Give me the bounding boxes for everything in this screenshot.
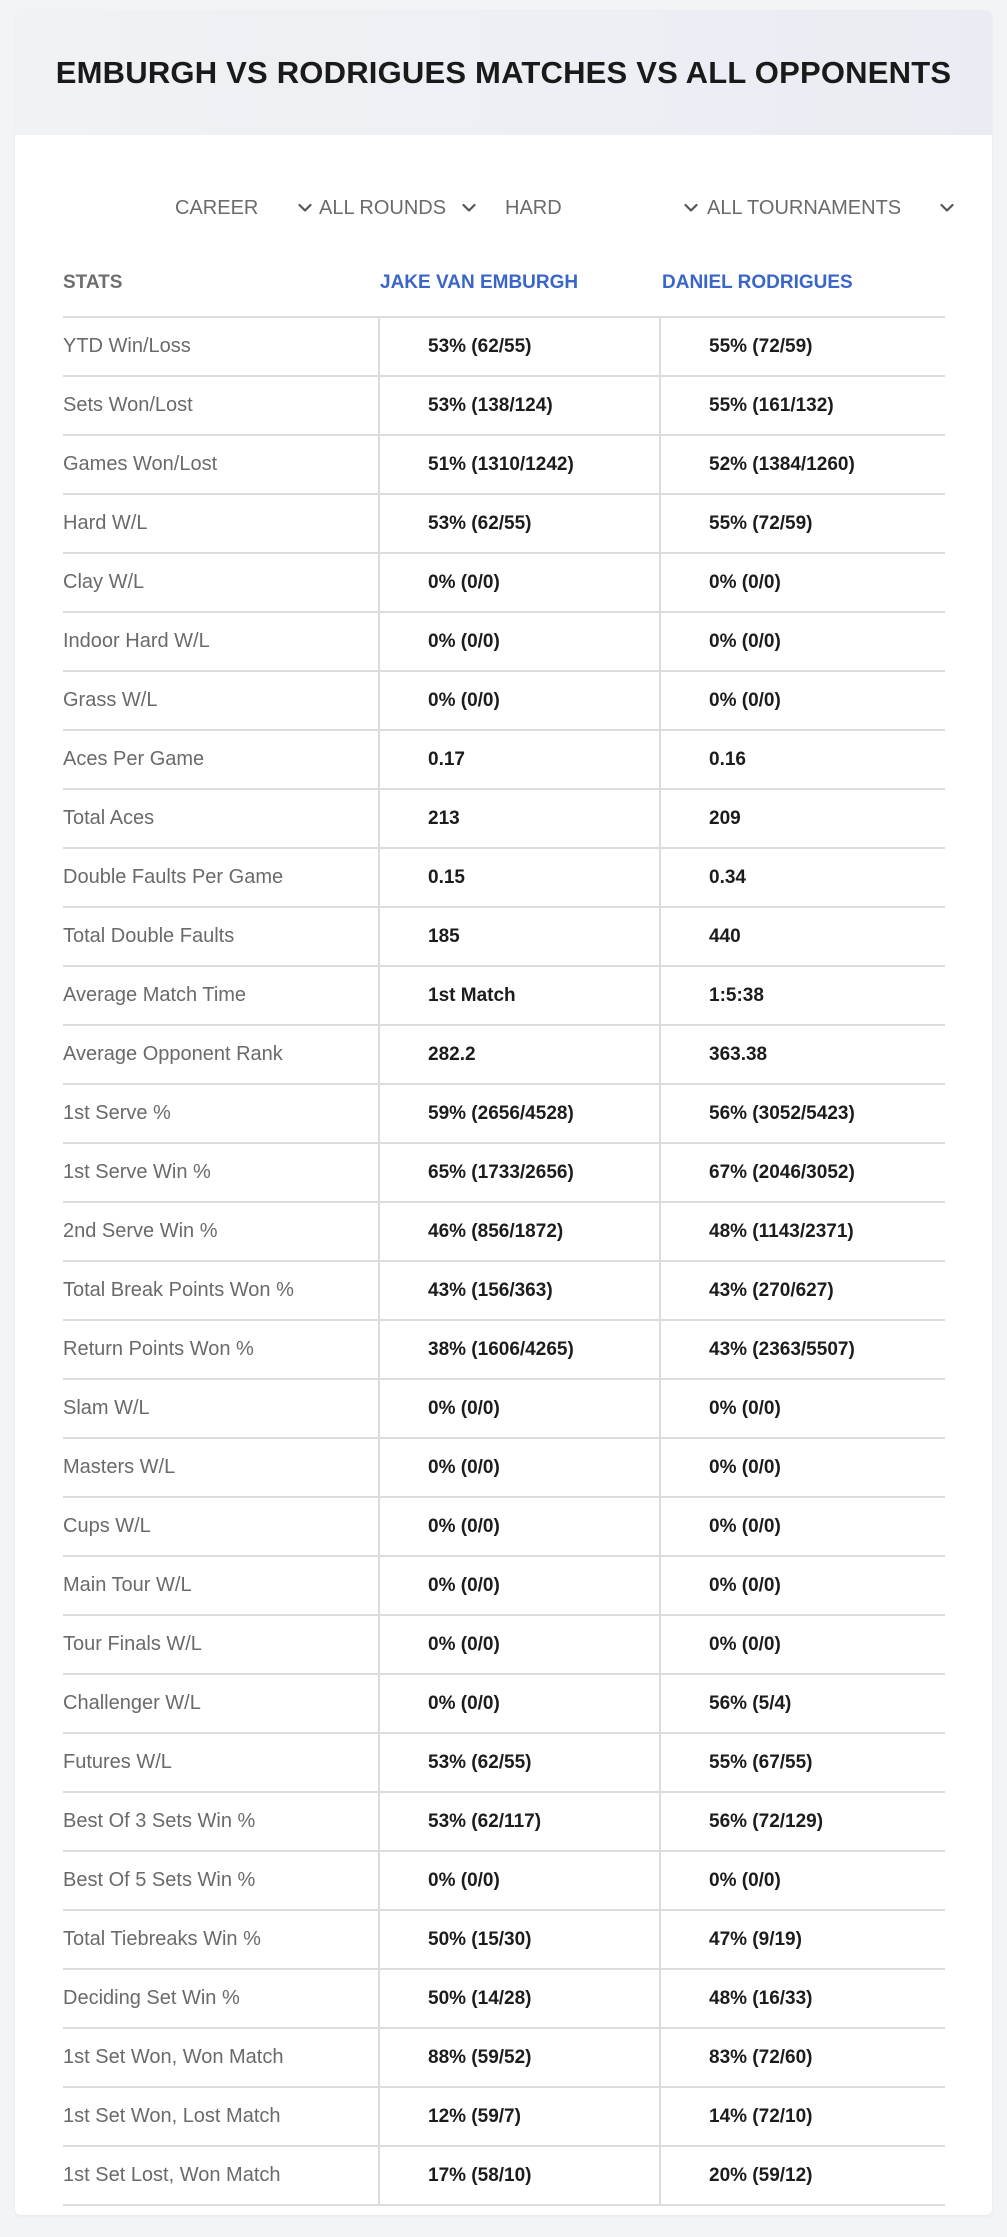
player1-stat-value: 1st Match [380,967,661,1024]
stat-label: 1st Set Won, Lost Match [63,2088,380,2145]
player1-stat-value: 38% (1606/4265) [380,1321,661,1378]
chevron-down-icon [459,198,479,218]
stat-label: Indoor Hard W/L [63,613,380,670]
player1-stat-value: 0% (0/0) [380,1439,661,1496]
player2-stat-value: 55% (72/59) [709,512,813,534]
stat-label: Cups W/L [63,1498,380,1555]
player1-stat-value: 46% (856/1872) [380,1203,661,1260]
stat-label: 1st Set Won, Won Match [63,2029,380,2086]
player2-stat-value: 209 [709,807,741,829]
player1-stat-value: 0% (0/0) [380,672,661,729]
table-row [63,1675,945,1734]
player1-stat-value: 0.15 [380,849,661,906]
stat-label: Games Won/Lost [63,436,380,493]
stat-label: Total Break Points Won % [63,1262,380,1319]
player2-stat-value: 56% (3052/5423) [709,1102,855,1124]
player1-stat-value: 185 [380,908,661,965]
player2-stat-value: 43% (270/627) [709,1279,834,1301]
stat-label: Clay W/L [63,554,380,611]
rounds-select-value: ALL ROUNDS [319,196,447,219]
stat-label: Total Tiebreaks Win % [63,1911,380,1968]
player1-stat-value: 43% (156/363) [380,1262,661,1319]
stat-label: Double Faults Per Game [63,849,380,906]
player1-stat-value: 53% (62/55) [380,495,661,552]
player1-stat-value: 88% (59/52) [380,2029,661,2086]
chevron-down-icon [295,198,315,218]
stat-label: 2nd Serve Win % [63,1203,380,1260]
player2-stat-value: 83% (72/60) [709,2046,813,2068]
table-row [63,1616,945,1675]
table-row [63,377,945,436]
table-row [63,554,945,613]
player2-stat-value: 48% (1143/2371) [709,1220,854,1242]
player2-stat-value: 43% (2363/5507) [709,1338,855,1360]
stat-label: Hard W/L [63,495,380,552]
player2-stat-value: 0.34 [709,866,746,888]
table-row [63,1321,945,1380]
stats-table [63,316,945,2206]
stat-label: 1st Serve Win % [63,1144,380,1201]
column-header-stats: STATS [63,272,123,293]
player1-stat-value: 59% (2656/4528) [380,1085,661,1142]
stat-label: Grass W/L [63,672,380,729]
player1-stat-value: 53% (62/117) [380,1793,661,1850]
chevron-down-icon [937,198,957,218]
rounds-select[interactable] [319,180,479,236]
player1-stat-value: 65% (1733/2656) [380,1144,661,1201]
stat-label: Total Aces [63,790,380,847]
player1-stat-value: 53% (138/124) [380,377,661,434]
player1-stat-value: 53% (62/55) [380,318,661,375]
player2-stat-value: 14% (72/10) [709,2105,813,2127]
player1-stat-value: 213 [380,790,661,847]
player1-stat-value: 0% (0/0) [380,554,661,611]
stat-label: Main Tour W/L [63,1557,380,1614]
page-title: EMBURGH VS RODRIGUES MATCHES VS ALL OPPONENTS [55,54,952,90]
player2-stat-value: 56% (72/129) [709,1810,824,1832]
player2-stat-value: 47% (9/19) [709,1928,802,1950]
stat-label: Slam W/L [63,1380,380,1437]
surface-select-value: HARD [505,196,562,219]
player2-stat-value: 0% (0/0) [709,1633,781,1655]
table-row [63,1734,945,1793]
stat-label: Return Points Won % [63,1321,380,1378]
player2-stat-value: 55% (161/132) [709,394,834,416]
player2-stat-value: 1:5:38 [709,984,764,1006]
player1-stat-value: 0% (0/0) [380,1675,661,1732]
player2-stat-value: 52% (1384/1260) [709,453,855,475]
stat-label: Challenger W/L [63,1675,380,1732]
player2-stat-value: 56% (5/4) [709,1692,792,1714]
player1-stat-value: 51% (1310/1242) [380,436,661,493]
table-row [63,1262,945,1321]
player2-stat-value: 0% (0/0) [709,689,781,711]
player1-stat-value: 50% (14/28) [380,1970,661,2027]
table-row [63,908,945,967]
period-select-value: CAREER [175,196,259,219]
table-row [63,436,945,495]
stat-label: YTD Win/Loss [63,318,380,375]
player2-stat-value: 0% (0/0) [709,1869,781,1891]
player1-stat-value: 0% (0/0) [380,1557,661,1614]
period-select[interactable] [175,180,315,236]
player1-stat-value: 12% (59/7) [380,2088,661,2145]
stat-label: Average Opponent Rank [63,1026,380,1083]
table-row [63,495,945,554]
player2-stat-value: 55% (72/59) [709,335,813,357]
stat-label: 1st Set Lost, Won Match [63,2147,380,2204]
stat-label: 1st Serve % [63,1085,380,1142]
tournaments-select[interactable] [707,180,957,236]
table-row [63,1380,945,1439]
player1-link[interactable]: JAKE VAN EMBURGH [380,272,579,293]
table-row [63,1852,945,1911]
table-row [63,318,945,377]
player1-stat-value: 50% (15/30) [380,1911,661,1968]
table-row [63,2088,945,2147]
stat-label: Best Of 5 Sets Win % [63,1852,380,1909]
table-row [63,613,945,672]
stat-label: Tour Finals W/L [63,1616,380,1673]
table-row [63,1203,945,1262]
stat-label: Futures W/L [63,1734,380,1791]
player1-stat-value: 0% (0/0) [380,1498,661,1555]
player2-stat-value: 67% (2046/3052) [709,1161,855,1183]
player1-stat-value: 0.17 [380,731,661,788]
table-row [63,672,945,731]
table-row [63,1970,945,2029]
player2-stat-value: 55% (67/55) [709,1751,813,1773]
table-row [63,1911,945,1970]
stat-label: Masters W/L [63,1439,380,1496]
player2-stat-value: 0% (0/0) [709,571,781,593]
player2-stat-value: 440 [709,925,741,947]
player1-stat-value: 0% (0/0) [380,613,661,670]
player1-stat-value: 0% (0/0) [380,1380,661,1437]
player2-stat-value: 0% (0/0) [709,630,781,652]
chevron-down-icon [681,198,701,218]
table-row [63,849,945,908]
player1-stat-value: 17% (58/10) [380,2147,661,2204]
tournaments-select-value: ALL TOURNAMENTS [707,196,902,219]
table-row [63,1439,945,1498]
player2-stat-value: 48% (16/33) [709,1987,813,2009]
stat-label: Total Double Faults [63,908,380,965]
player1-stat-value: 0% (0/0) [380,1852,661,1909]
table-row [63,1498,945,1557]
stat-label: Best Of 3 Sets Win % [63,1793,380,1850]
stat-label: Average Match Time [63,967,380,1024]
player2-stat-value: 20% (59/12) [709,2164,813,2186]
player2-stat-value: 0% (0/0) [709,1456,781,1478]
player2-stat-value: 363.38 [709,1043,768,1065]
surface-select[interactable] [505,180,701,236]
player2-link[interactable]: DANIEL RODRIGUES [662,272,853,293]
filter-bar [15,180,992,236]
player1-stat-value: 53% (62/55) [380,1734,661,1791]
player2-stat-value: 0% (0/0) [709,1515,781,1537]
player2-stat-value: 0% (0/0) [709,1574,781,1596]
table-header [63,250,945,316]
stat-label: Deciding Set Win % [63,1970,380,2027]
table-row [63,1144,945,1203]
table-row [63,1026,945,1085]
table-row [63,1793,945,1852]
stats-card [15,10,992,2215]
table-row [63,790,945,849]
player2-stat-value: 0% (0/0) [709,1397,781,1419]
table-row [63,2147,945,2206]
player1-stat-value: 0% (0/0) [380,1616,661,1673]
table-row [63,967,945,1026]
player1-stat-value: 282.2 [380,1026,661,1083]
card-header [15,10,992,135]
table-row [63,731,945,790]
player2-stat-value: 0.16 [709,748,746,770]
table-row [63,2029,945,2088]
stat-label: Sets Won/Lost [63,377,380,434]
table-row [63,1085,945,1144]
table-row [63,1557,945,1616]
stat-label: Aces Per Game [63,731,380,788]
